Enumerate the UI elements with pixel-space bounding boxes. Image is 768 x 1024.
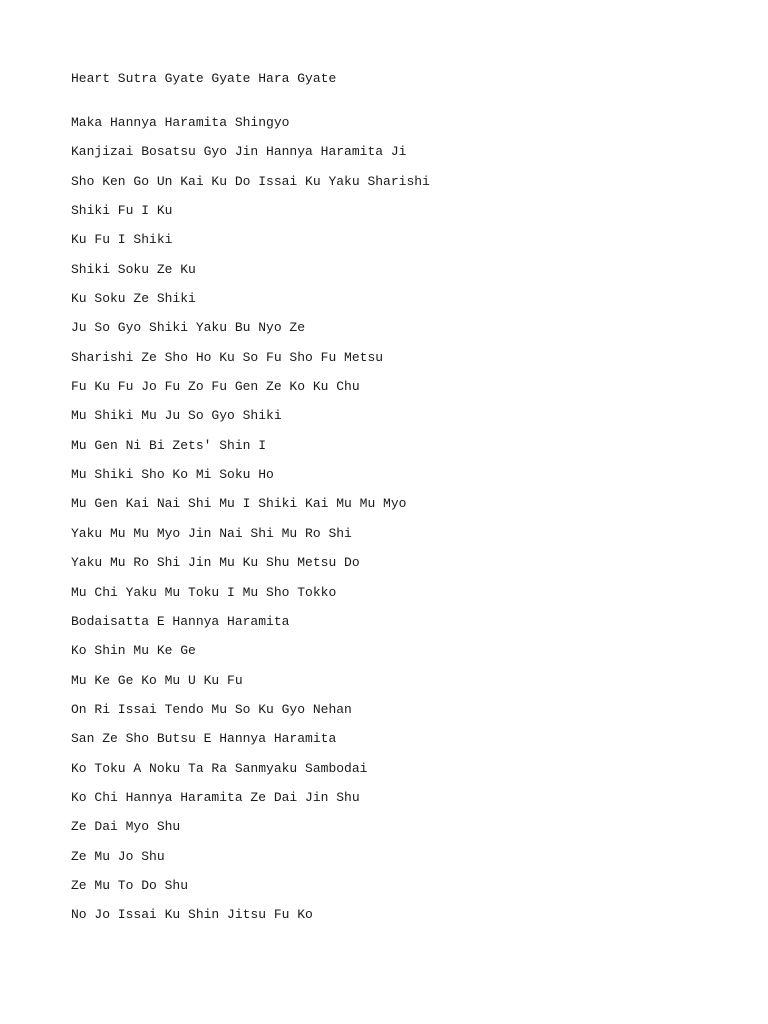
text-line: Ze Mu Jo Shu xyxy=(71,848,165,864)
text-line: Mu Shiki Sho Ko Mi Soku Ho xyxy=(71,467,274,483)
text-line: Mu Gen Ni Bi Zets' Shin I xyxy=(71,437,267,453)
text-line: Ku Fu I Shiki xyxy=(71,232,173,248)
text-line: Ze Dai Myo Shu xyxy=(71,819,181,835)
text-line: Ko Shin Mu Ke Ge xyxy=(71,643,196,659)
document-title: Heart Sutra Gyate Gyate Hara Gyate xyxy=(71,71,337,86)
text-line: Sharishi Ze Sho Ho Ku So Fu Sho Fu Metsu xyxy=(71,349,384,365)
text-line: Yaku Mu Mu Myo Jin Nai Shi Mu Ro Shi xyxy=(71,525,352,541)
text-line: Ko Chi Hannya Haramita Ze Dai Jin Shu xyxy=(71,789,360,805)
text-line: Maka Hannya Haramita Shingyo xyxy=(71,115,290,130)
text-line: Mu Ke Ge Ko Mu U Ku Fu xyxy=(71,672,243,688)
text-line: Yaku Mu Ro Shi Jin Mu Ku Shu Metsu Do xyxy=(71,555,360,571)
text-line: Mu Shiki Mu Ju So Gyo Shiki xyxy=(71,408,282,424)
text-line: Ku Soku Ze Shiki xyxy=(71,291,196,307)
text-line: Bodaisatta E Hannya Haramita xyxy=(71,613,290,629)
text-line: Mu Chi Yaku Mu Toku I Mu Sho Tokko xyxy=(71,584,337,600)
text-line: No Jo Issai Ku Shin Jitsu Fu Ko xyxy=(71,907,313,923)
text-line: Ju So Gyo Shiki Yaku Bu Nyo Ze xyxy=(71,320,306,336)
text-line: Shiki Soku Ze Ku xyxy=(71,261,196,277)
text-line: Ze Mu To Do Shu xyxy=(71,877,189,893)
sutra-text xyxy=(71,115,430,937)
text-line: On Ri Issai Tendo Mu So Ku Gyo Nehan xyxy=(71,701,352,717)
text-line: Sho Ken Go Un Kai Ku Do Issai Ku Yaku Sharishi xyxy=(71,173,430,189)
text-line: Mu Gen Kai Nai Shi Mu I Shiki Kai Mu Mu Myo xyxy=(71,496,407,512)
text-line: Ko Toku A Noku Ta Ra Sanmyaku Sambodai xyxy=(71,760,368,776)
text-line: Shiki Fu I Ku xyxy=(71,203,173,219)
text-line: Kanjizai Bosatsu Gyo Jin Hannya Haramita Ji xyxy=(71,144,407,160)
text-line: San Ze Sho Butsu E Hannya Haramita xyxy=(71,731,337,747)
text-line: Fu Ku Fu Jo Fu Zo Fu Gen Ze Ko Ku Chu xyxy=(71,379,360,395)
